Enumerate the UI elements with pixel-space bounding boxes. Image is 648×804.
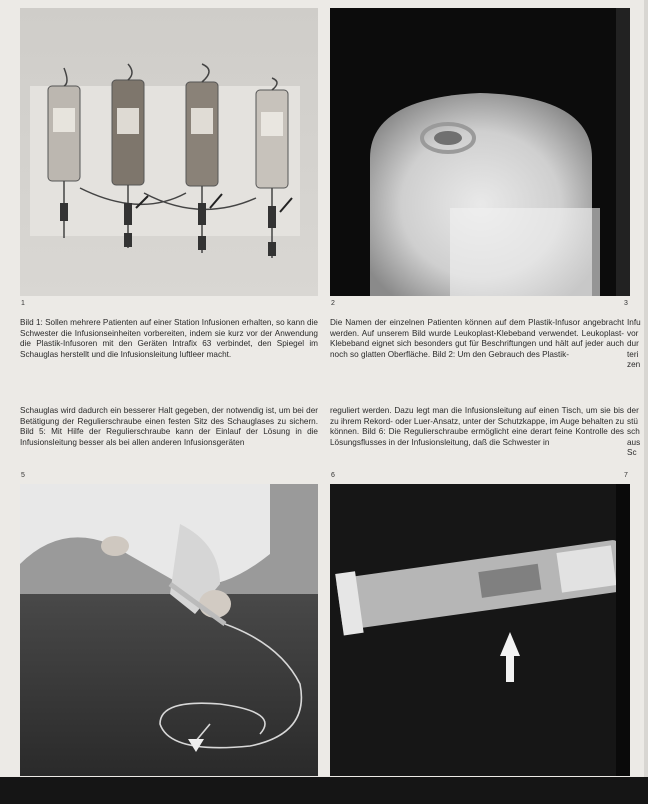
caption-bild-1: Bild 1: Sollen mehrere Patienten auf einer Station Infusionen erhalten, so kann die Schwester die Infusionseinheiten vorbereiten, indem sie kurz vor der Anwendung die Plastik-Infusoren mit den Geräten Intrafix 63 verbindet, den Spiegel im Schauglas herstellt und die Infusionsleitung luftleer macht. xyxy=(20,318,318,359)
strip-text: Sc xyxy=(627,448,637,458)
caption-bild-6: reguliert werden. Dazu legt man die Infusionsleitung auf einen Tisch, um sie bis zu ihrem Rekord- oder Luer-Ansatz, unter der Schutzkappe, im Auge behalten zu können. Bild 6: Die Regulierschraube ermöglicht eine derart feine Kontrolle des Lösungsflusses in der Infusionsleitung, daß die Schwester in xyxy=(330,406,624,447)
page-edge xyxy=(644,0,648,777)
caption-bild-5: Schauglas wird dadurch ein besserer Halt gegeben, der notwendig ist, um bei der Betätigung der Regulierschraube einen festen Sitz des Schauglases zu sichern. Bild 5: Mit Hilfe der Regulierschraube kann der Einlauf der Lösung in die Infusionsleitung besser als bei allen anderen Infusionsgeräten xyxy=(20,406,318,447)
photo-infusion-bottles xyxy=(20,8,318,296)
figure-number-5: 5 xyxy=(21,472,25,479)
photo-plastic-infusor xyxy=(330,8,630,296)
strip-text: vor xyxy=(627,328,639,338)
caption-bild-2-namen: Die Namen der einzelnen Patienten können auf dem Plastik-Infusor angebracht werden. Auf unserem Bild wurde Leukoplast-Klebeband verwendet. Leukoplast-Klebeband eignet sich besonders gut für Beschriftungen und hält auf jeder auch noch so glatten Oberfläche. Bild 2: Um den Gebrauch des Plastik- xyxy=(330,318,624,359)
figure-number-7: 7 xyxy=(624,472,628,479)
bottom-dark-margin xyxy=(0,777,648,804)
strip-text: der xyxy=(627,406,639,415)
figure-number-6: 6 xyxy=(331,472,335,479)
photo-regulator-hands xyxy=(20,484,318,776)
photo-regulator-closeup xyxy=(330,484,630,776)
strip-text: sch xyxy=(627,427,640,437)
strip-text: teri xyxy=(627,349,639,359)
strip-text: zen xyxy=(627,360,641,370)
strip-text: dur xyxy=(627,339,639,349)
figure-number-1: 1 xyxy=(21,300,25,307)
strip-text: stü xyxy=(627,416,638,426)
strip-text: aus xyxy=(627,437,641,447)
figure-number-3: 3 xyxy=(624,300,628,307)
strip-text: Infu xyxy=(627,318,641,327)
figure-number-2: 2 xyxy=(331,300,335,307)
